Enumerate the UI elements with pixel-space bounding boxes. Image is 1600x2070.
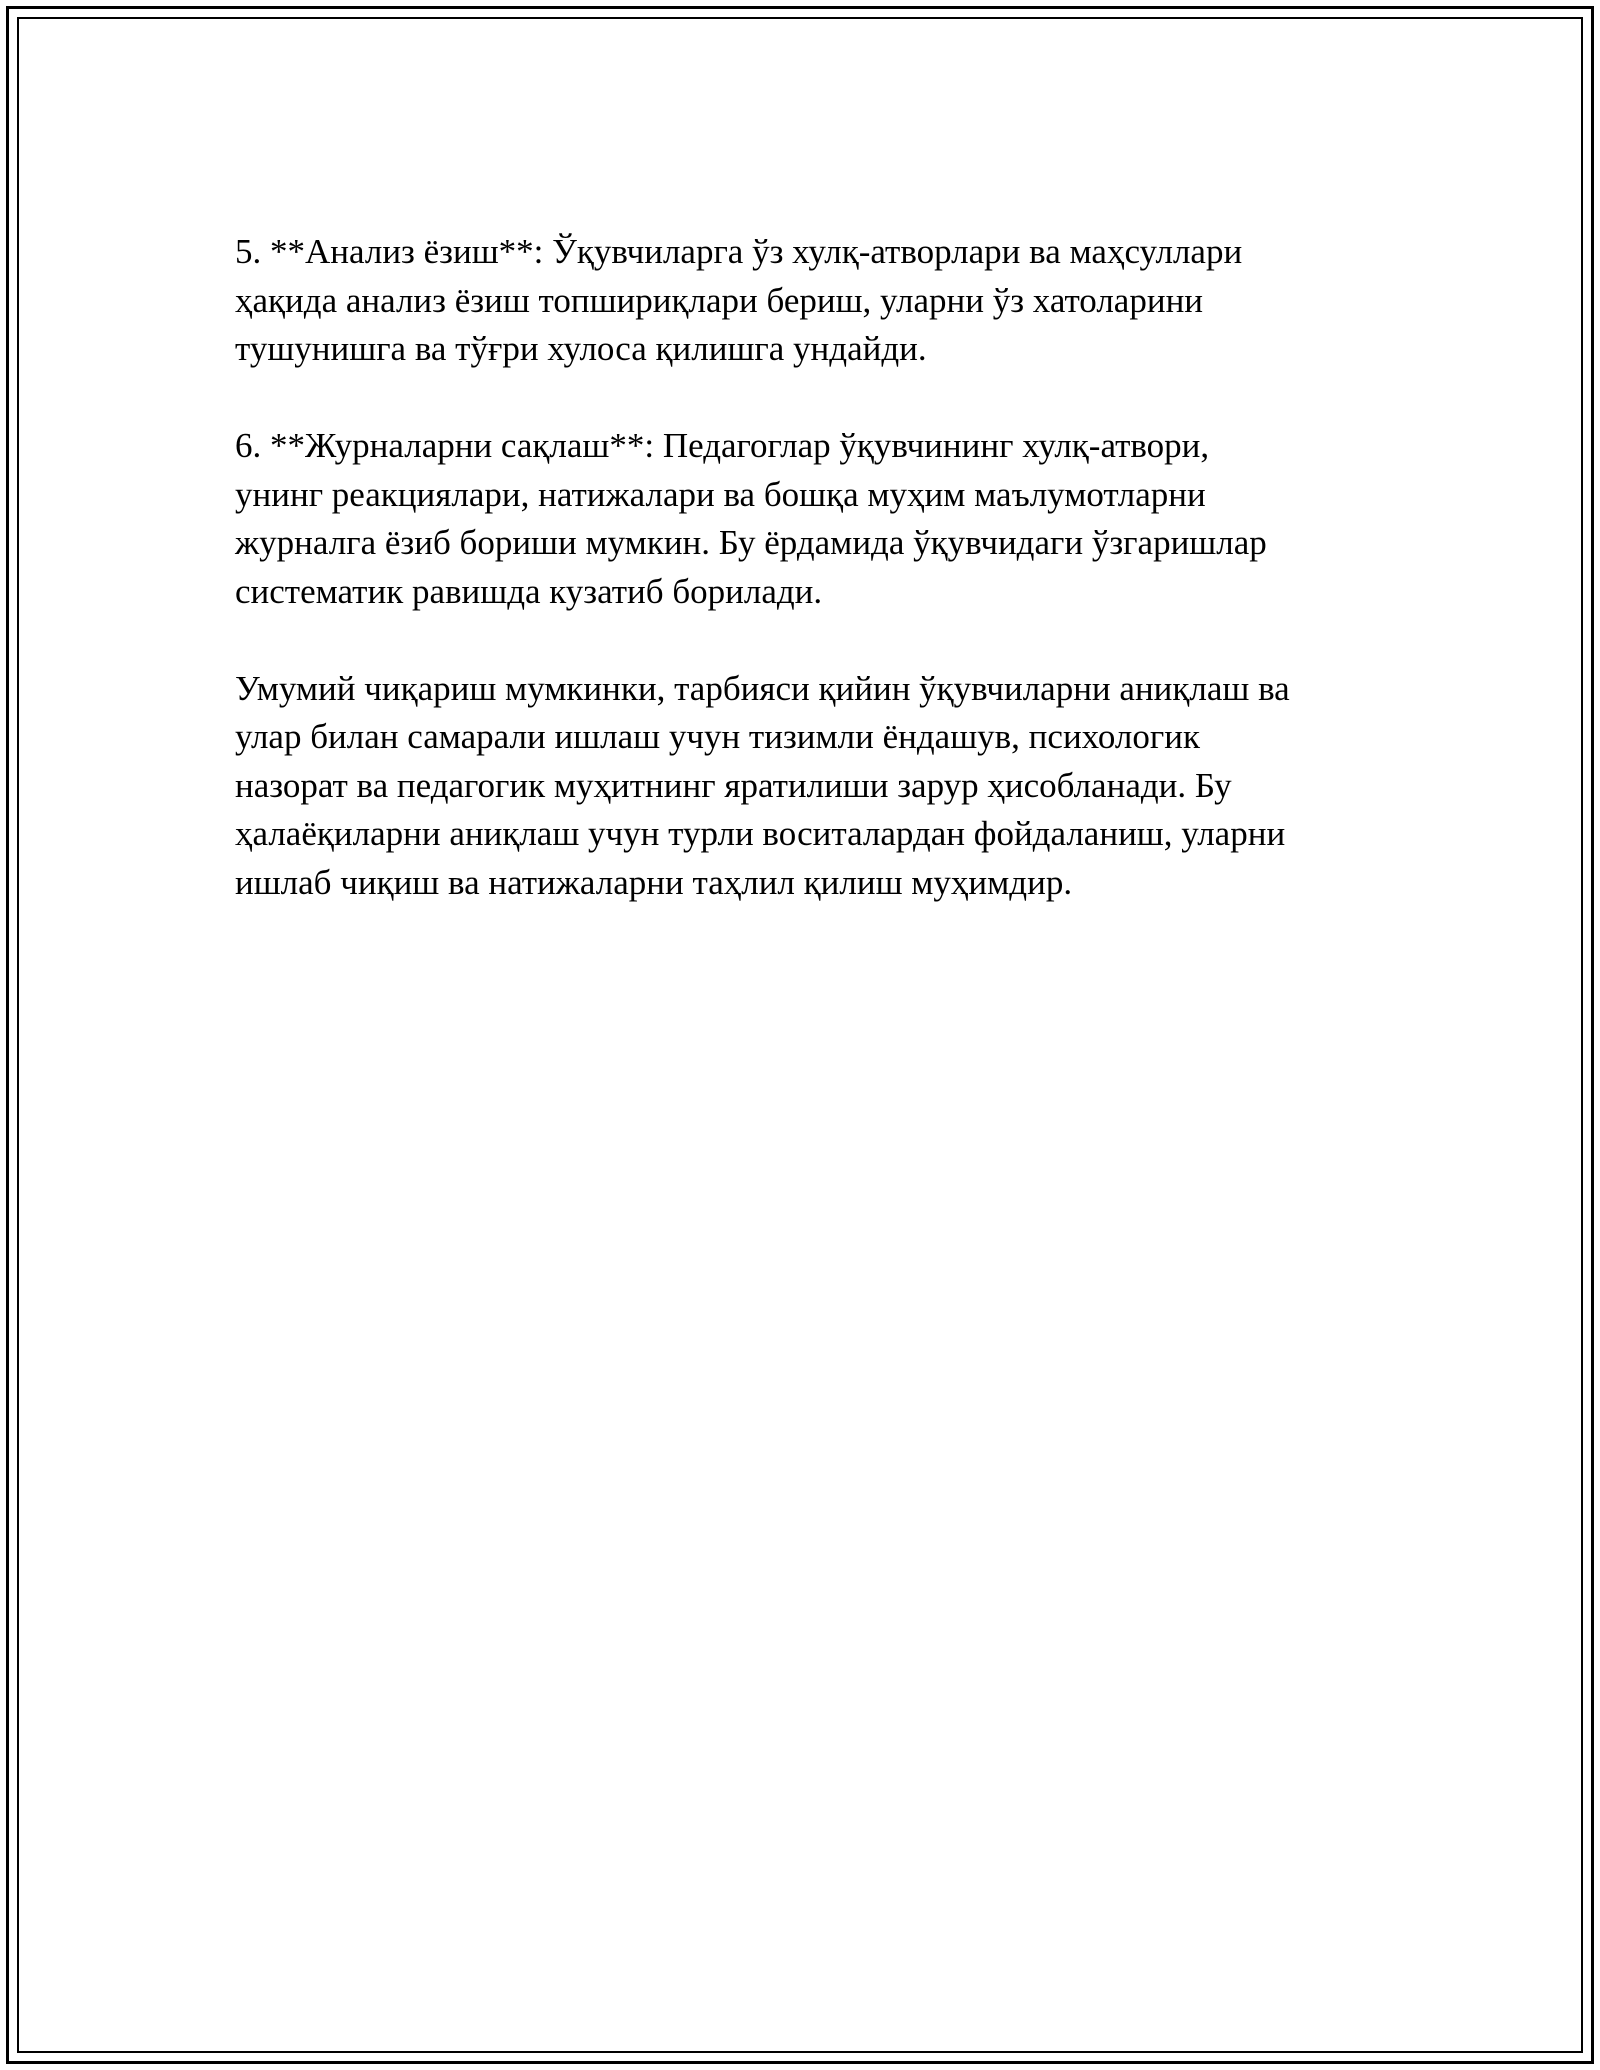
- text-line: ҳалаёқиларни аниқлаш учун турли воситалардан фойдаланиш, уларни: [235, 814, 1286, 853]
- text-line: унинг реакциялари, натижалари ва бошқа муҳим маълумотларни: [235, 474, 1206, 514]
- text-line: ишлаб чиқиш ва натижаларни таҳлил қилиш муҳимдир.: [235, 862, 1073, 902]
- text-line: 5. **Анализ ёзиш**: Ўқувчиларга ўз хулқ-атворлари ва маҳсуллари: [235, 232, 1243, 271]
- text-line: ҳақида анализ ёзиш топшириқлари бериш, уларни ўз хатоларини: [235, 280, 1204, 320]
- text-line: назорат ва педагогик муҳитнинг яратилиши зарур ҳисобланади. Бу: [235, 765, 1232, 805]
- text-line: тушунишга ва тўғри хулоса қилишга ундайди.: [235, 329, 927, 368]
- paragraph-analysis-writing: [235, 228, 1385, 374]
- document-body: [235, 228, 1385, 956]
- text-line: 6. **Журналарни сақлаш**: Педагоглар ўқувчининг хулқ-атвори,: [235, 426, 1210, 465]
- text-line: журналга ёзиб бориши мумкин. Бу ёрдамида ўқувчидаги ўзгаришлар: [235, 523, 1267, 562]
- paragraph-conclusion: [235, 665, 1385, 908]
- paragraph-journal-keeping: [235, 422, 1385, 616]
- text-line: систематик равишда кузатиб борилади.: [235, 571, 823, 611]
- text-line: Умумий чиқариш мумкинки, тарбияси қийин ўқувчиларни аниқлаш ва: [235, 668, 1290, 708]
- text-line: улар билан самарали ишлаш учун тизимли ёндашув, психологик: [235, 717, 1200, 756]
